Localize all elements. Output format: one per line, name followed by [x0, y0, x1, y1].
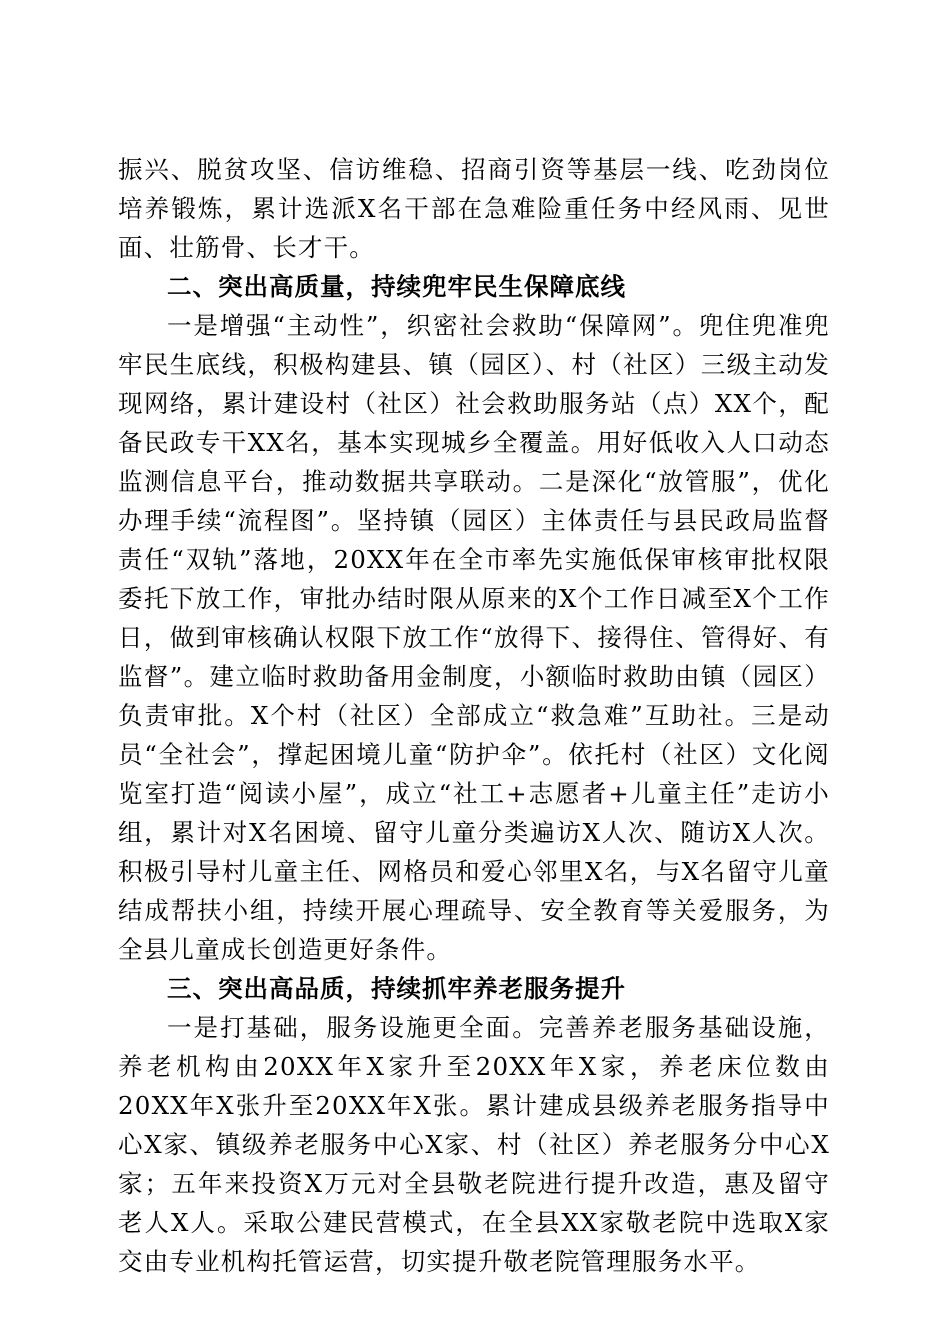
- section-heading-2: 二、突出高质量，持续兜牢民生保障底线: [167, 272, 626, 301]
- paragraph-elderly-care: 一是打基础，服务设施更全面。完善养老服务基础设施，养老机构由20XX年X家升至20XX年X家，养老床位数由20XX年X张升至20XX年X张。累计建成县级养老服务指导中心X家、镇级养老服务中心X家、村（社区）养老服务分中心X家；五年来投资X万元对全县敬老院进行提升改造，惠及留守老人X人。采取公建民营模式，在全县XX家敬老院中选取X家交由专业机构托管运营，切实提升敬老院管理服务水平。: [118, 1013, 830, 1276]
- paragraph-continued: 振兴、脱贫攻坚、信访维稳、招商引资等基层一线、吃劲岗位培养锻炼，累计选派X名干部在急难险重任务中经风雨、见世面、壮筋骨、长才干。: [118, 155, 830, 262]
- section-heading-3: 三、突出高品质，持续抓牢养老服务提升: [167, 974, 626, 1003]
- paragraph-social-assistance: 一是增强“主动性”，织密社会救助“保障网”。兜住兜准兜牢民生底线，积极构建县、镇（园区）、村（社区）三级主动发现网络，累计建设村（社区）社会救助服务站（点）XX个，配备民政专干XX名，基本实现城乡全覆盖。用好低收入人口动态监测信息平台，推动数据共享联动。二是深化“放管服”，优化办理手续“流程图”。坚持镇（园区）主体责任与县民政局监督责任“双轨”落地，20XX年在全市率先实施低保审核审批权限委托下放工作，审批办结时限从原来的X个工作日减至X个工作日，做到审核确认权限下放工作“放得下、接得住、管得好、有监督”。建立临时救助备用金制度，小额临时救助由镇（园区）负责审批。X个村（社区）全部成立“救急难”互助社。三是动员“全社会”，撑起困境儿童“防护伞”。依托村（社区）文化阅览室打造“阅读小屋”，成立“社工+志愿者+儿童主任”走访小组，累计对X名困境、留守儿童分类遍访X人次、随访X人次。积极引导村儿童主任、网格员和爱心邻里X名，与X名留守儿童结成帮扶小组，持续开展心理疏导、安全教育等关爱服务，为全县儿童成长创造更好条件。: [118, 311, 830, 964]
- document-page: [118, 150, 830, 1281]
